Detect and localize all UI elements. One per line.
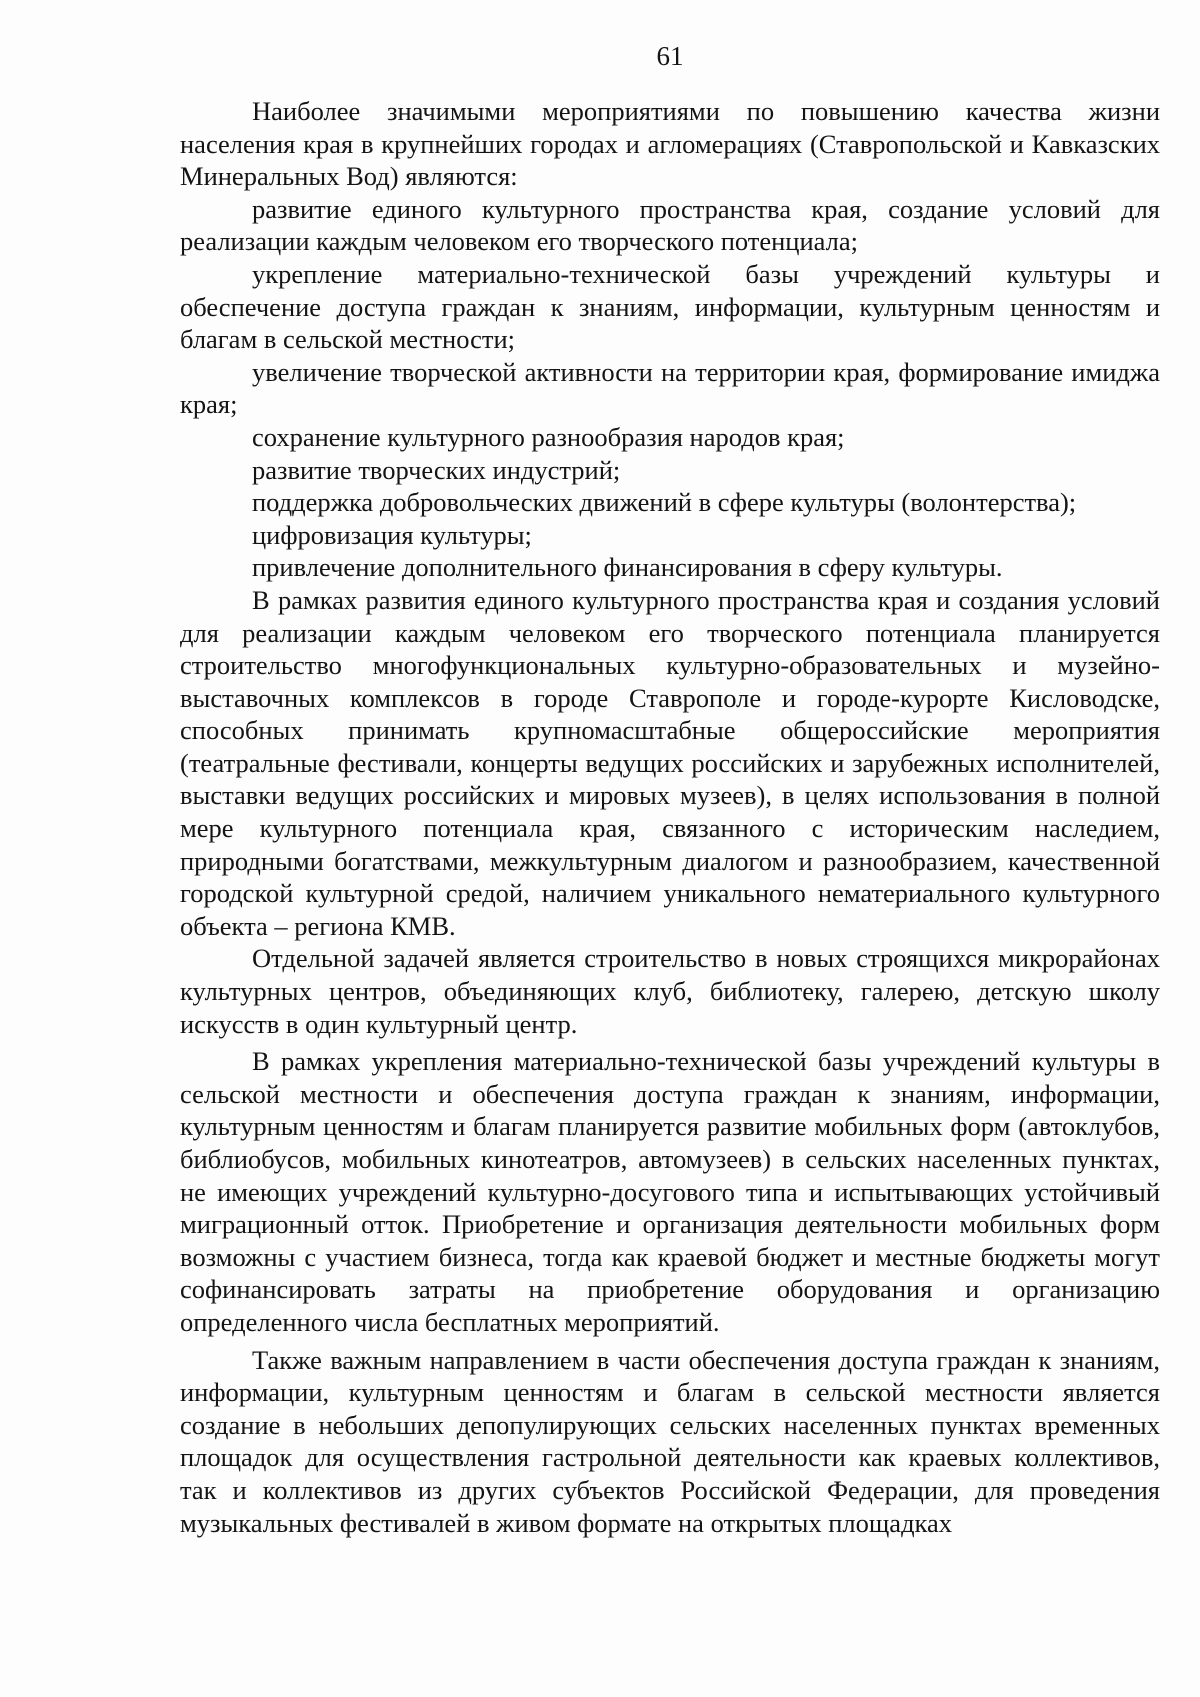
paragraph-touring-venues: Также важным направлением в части обеспечения доступа граждан к знаниям, информации, культурным ценностям и благам в сельской местности является создание в небольших депопулирующих сельских населенных пунктах временных площадок для осуществления гастрольной деятельности как краевых коллективов, так и коллективов из других субъектов Российской Федерации, для проведения музыкальных фестивалей в живом формате на открытых площадках bbox=[180, 1344, 1160, 1538]
body-text bbox=[180, 95, 1160, 1539]
intro-paragraph: Наиболее значимыми мероприятиями по повышению качества жизни населения края в крупнейших городах и агломерациях (Ставропольской и Кавказских Минеральных Вод) являются: bbox=[180, 96, 1160, 192]
list-item: сохранение культурного разнообразия народов края; bbox=[252, 421, 845, 452]
list-item: укрепление материально-технической базы учреждений культуры и обеспечение доступа граждан к знаниям, информации, культурным ценностям и благам в сельской местности; bbox=[180, 258, 1160, 355]
measures-list bbox=[180, 193, 1160, 584]
list-item: привлечение дополнительного финансирования в сферу культуры. bbox=[252, 552, 1003, 583]
paragraph-microdistricts: Отдельной задачей является строительство в новых строящихся микрорайонах культурных центров, объединяющих клуб, библиотеку, галерею, детскую школу искусств в один культурный центр. bbox=[180, 943, 1160, 1039]
paragraph-mobile-forms: В рамках укрепления материально-технической базы учреждений культуры в сельской местности и обеспечения доступа граждан к знаниям, информации, культурным ценностям и благам планируется развитие мобильных форм (автоклубов, библиобусов, мобильных кинотеатров, автомузеев) в сельских населенных пунктах, не имеющих учреждений культурно-досугового типа и испытывающих устойчивый миграционный отток. Приобретение и организация деятельности мобильных форм возможны с участием бизнеса, тогда как краевой бюджет и местные бюджеты могут софинансировать затраты на приобретение оборудования и организацию определенного числа бесплатных мероприятий. bbox=[180, 1046, 1160, 1337]
paragraph-cultural-space: В рамках развития единого культурного пространства края и создания условий для реализации каждым человеком его творческого потенциала планируется строительство многофункциональных культурно-образовательных и музейно-выставочных комплексов в городе Ставрополе и городе-курорте Кисловодске, способных принимать крупномасштабные общероссийские мероприятия (театральные фестивали, концерты ведущих российских и зарубежных исполнителей, выставки ведущих российских и мировых музеев), в целях использования в полной мере культурного потенциала края, связанного с историческим наследием, природными богатствами, межкультурным диалогом и разнообразием, качественной городской культурной средой, наличием уникального нематериального культурного объекта – региона КМВ. bbox=[180, 584, 1160, 941]
list-item: увеличение творческой активности на территории края, формирование имиджа края; bbox=[180, 356, 1160, 420]
list-item: развитие творческих индустрий; bbox=[252, 454, 621, 485]
list-item: поддержка добровольческих движений в сфере культуры (волонтерства); bbox=[252, 487, 1077, 518]
page-number: 61 bbox=[656, 41, 684, 71]
list-item: развитие единого культурного пространства края, создание условий для реализации каждым человеком его творческого потенциала; bbox=[180, 193, 1160, 257]
list-item: цифровизация культуры; bbox=[252, 519, 532, 550]
